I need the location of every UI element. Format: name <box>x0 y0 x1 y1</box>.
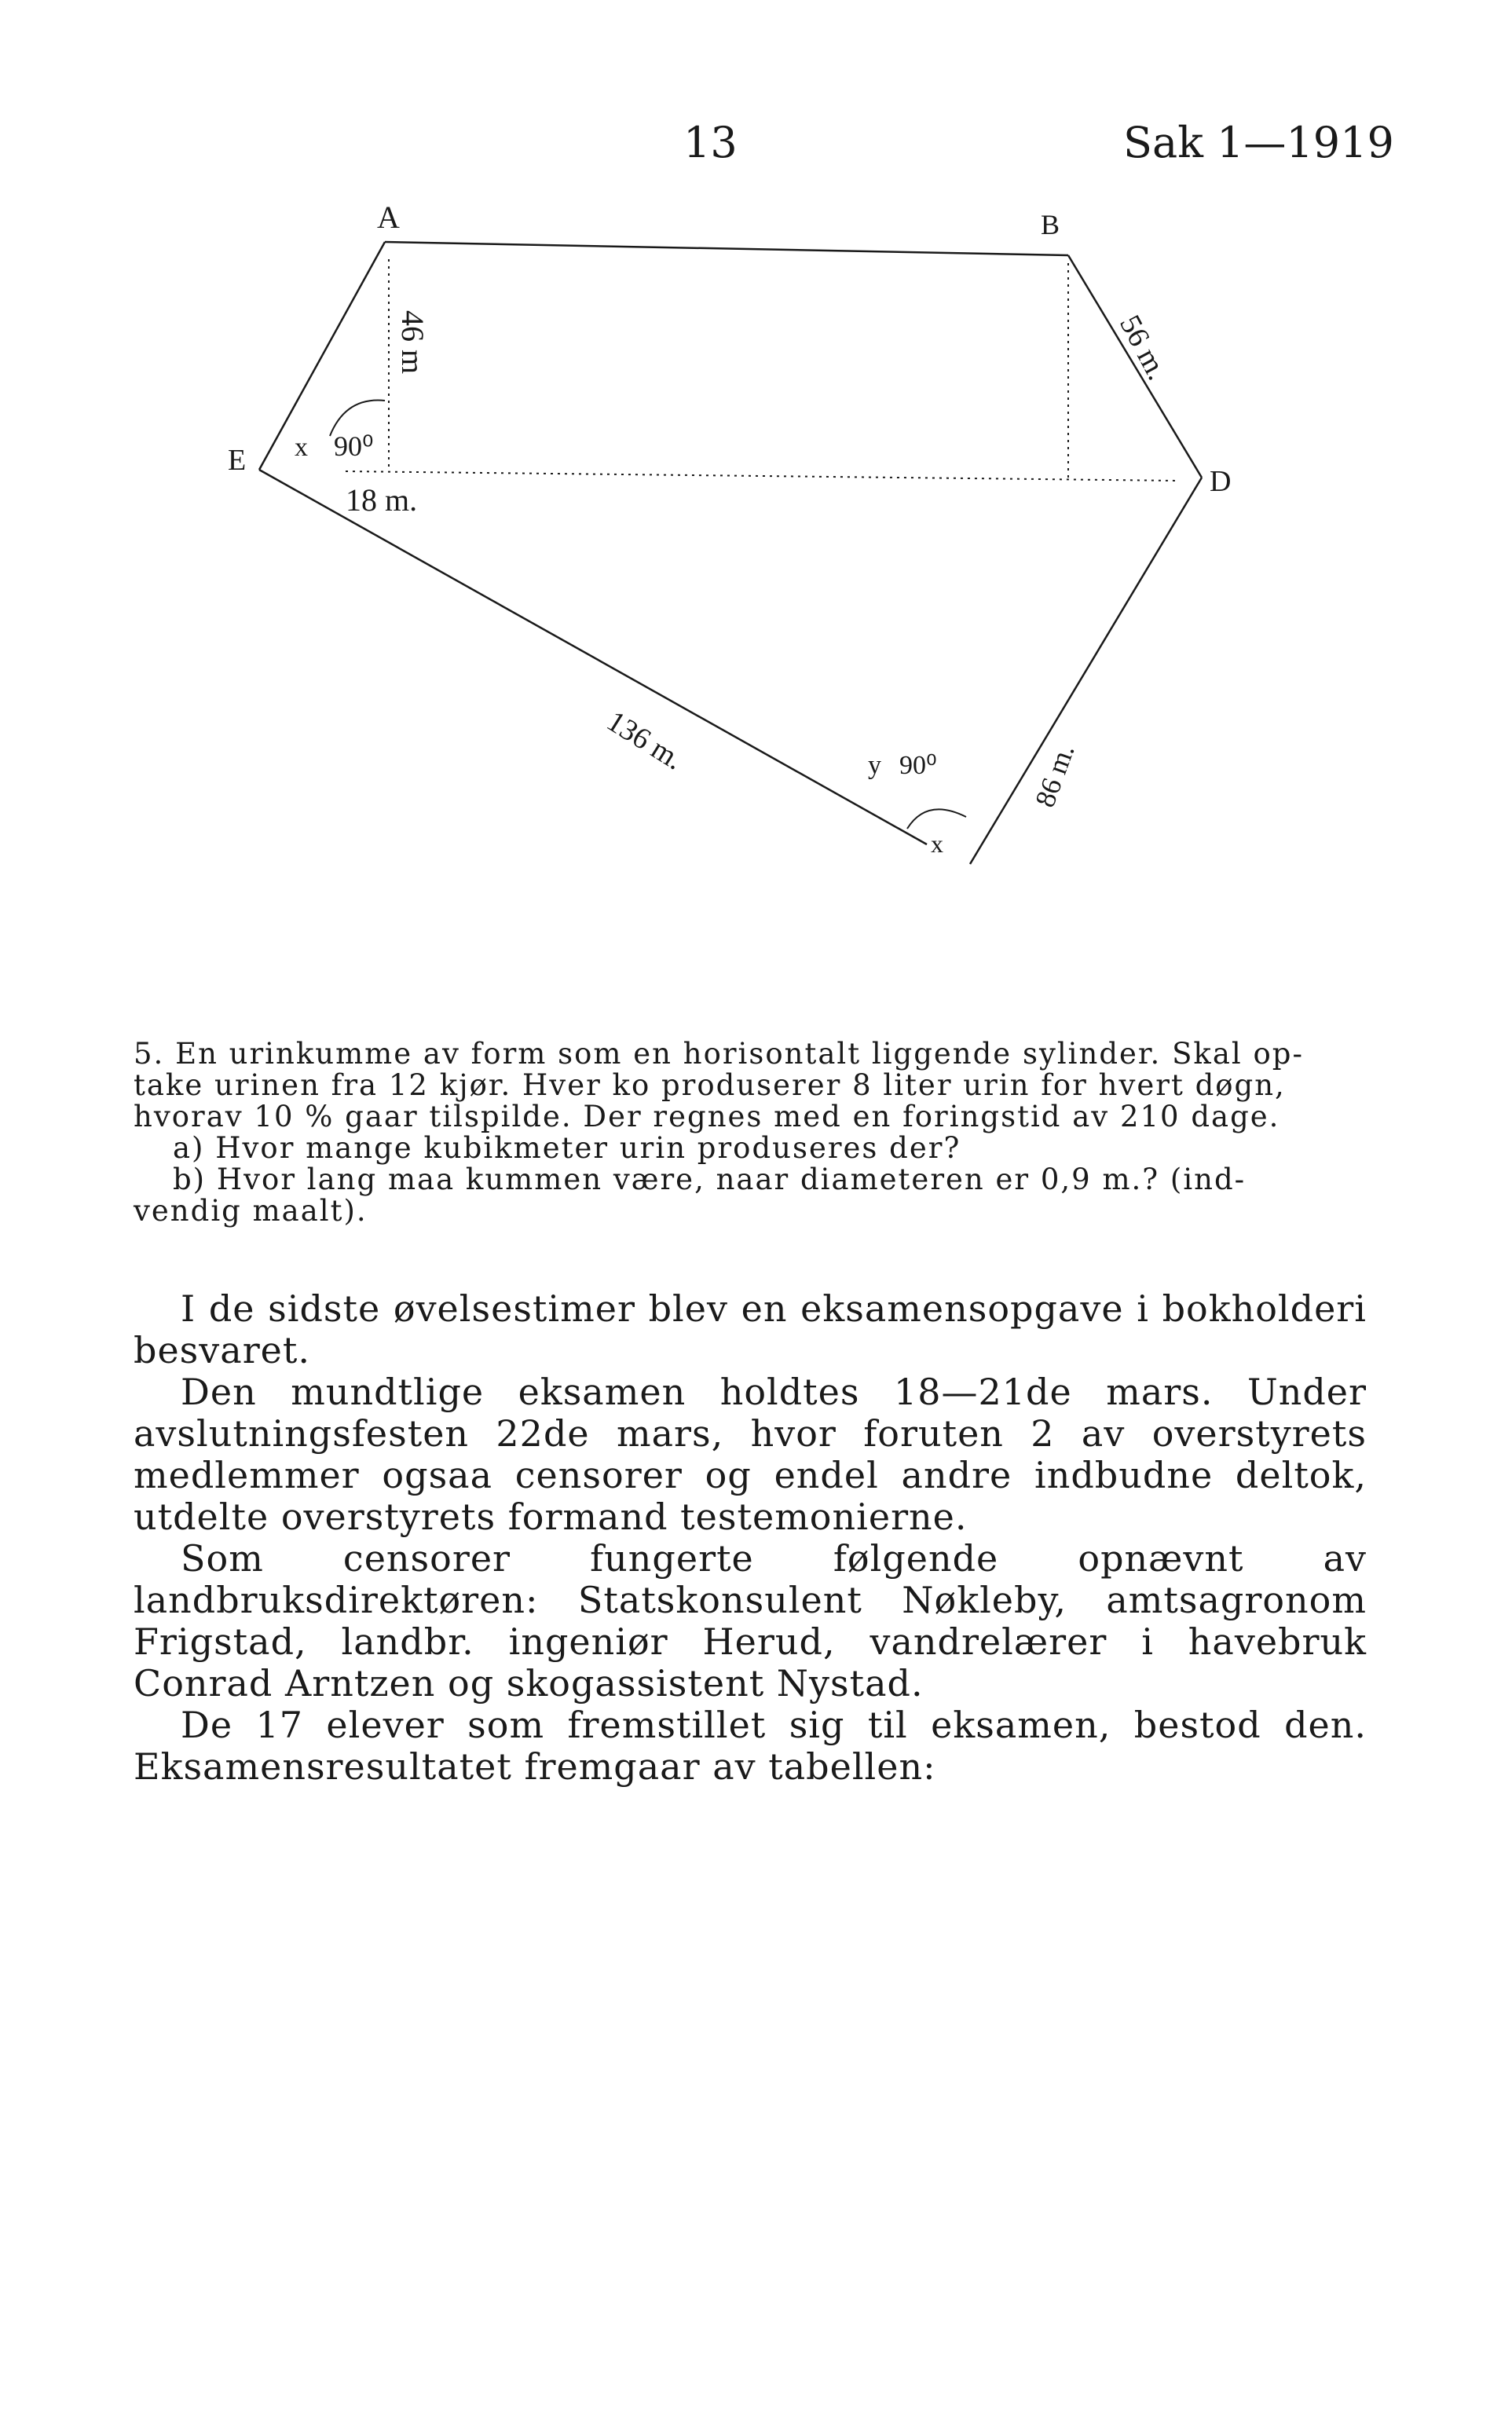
label-point-a: A <box>377 200 400 235</box>
edge-e-bottom <box>259 470 927 844</box>
edge-d-bottom <box>970 478 1202 864</box>
land-plot-figure <box>0 0 1512 943</box>
problem-5 <box>134 1038 1359 1227</box>
label-side-86: 86 m. <box>1028 739 1081 811</box>
paragraph-exam-assignment: I de sidste øvelsestimer blev en eksamensopgave i bokholderi besvaret. <box>134 1287 1367 1371</box>
label-angle-e-90: 90⁰ <box>334 430 374 462</box>
label-point-d: D <box>1210 465 1232 498</box>
page-number: 13 <box>683 118 738 167</box>
label-point-b: B <box>1041 209 1060 240</box>
paragraph-results: De 17 elever som fremstillet sig til eksamen, bestod den. Eksamensresultatet fremgaar av tabellen: <box>134 1704 1367 1788</box>
paragraph-oral-exam: Den mundtlige eksamen holdtes 18—21de mars. Under avslutningsfesten 22de mars, hvor foruten 2 av overstyrets medlemmer ogsaa censorer og endel andre indbudne deltok, utdelte overstyrets formand testemonierne. <box>134 1371 1367 1538</box>
label-side-136: 136 m. <box>601 705 690 777</box>
angle-arc-bottom <box>907 809 966 829</box>
label-angle-bottom-y: y <box>868 751 881 780</box>
dotted-baseline <box>346 471 1178 481</box>
paragraph-censors: Som censorer fungerte følgende opnævnt av landbruksdirektøren: Statskonsulent Nøkleby, amtsagronom Frigstad, landbr. ingeniør Herud, vandrelærer i havebruk Conrad Arntzen og skogassistent Nystad. <box>134 1537 1367 1704</box>
label-point-e: E <box>228 444 247 477</box>
body-text <box>134 1288 1367 1788</box>
label-angle-e-x: x <box>295 433 308 462</box>
label-angle-bottom-90: 90⁰ <box>899 751 937 780</box>
problem-line-3: hvorav 10 % gaar tilspilde. Der regnes med en foringstid av 210 dage. <box>134 1100 1280 1133</box>
question-a: a) Hvor mange kubikmeter urin produseres der? <box>173 1131 961 1165</box>
label-base-18: 18 m. <box>346 482 418 518</box>
question-b-line-1: b) Hvor lang maa kummen være, naar diameteren er 0,9 m.? (ind- <box>173 1163 1247 1196</box>
edge-a-b <box>385 242 1068 255</box>
problem-line-1: 5. En urinkumme av form som en horisontalt liggende sylinder. Skal op- <box>134 1037 1304 1071</box>
problem-line-2: take urinen fra 12 kjør. Hver ko produserer 8 liter urin for hvert døgn, <box>134 1068 1286 1102</box>
question-b-line-2: vendig maalt). <box>134 1194 368 1228</box>
case-reference: Sak 1—1919 <box>1123 118 1394 167</box>
label-side-56: 56 m. <box>1113 309 1174 386</box>
label-angle-bottom-x: x <box>931 829 943 858</box>
label-height-46: 46 m <box>395 310 430 375</box>
